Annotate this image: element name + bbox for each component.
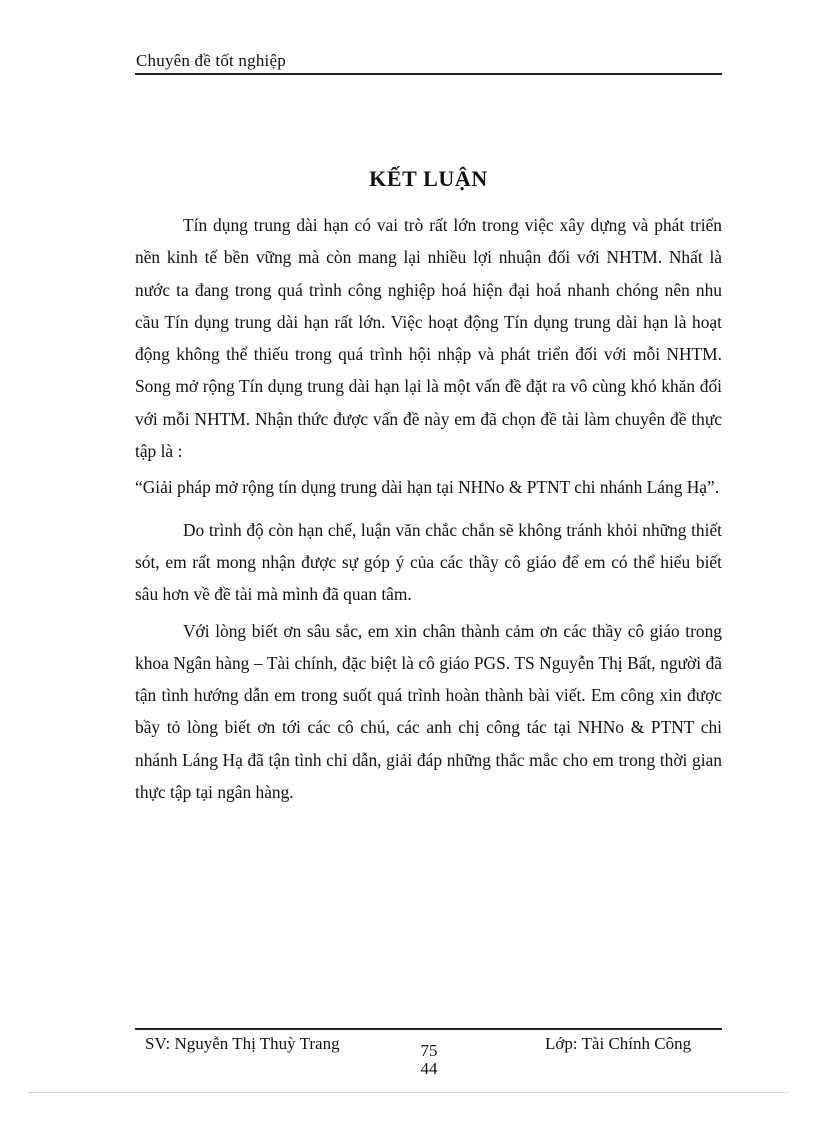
footer-class-name: Lớp: Tài Chính Công [545,1034,692,1053]
footer-divider [135,1028,722,1030]
page-header [135,49,722,75]
footer-student-name: SV: Nguyễn Thị Thuỳ Trang [145,1034,340,1053]
paragraph-intro: Tín dụng trung dài hạn có vai trò rất lớn trong việc xây dựng và phát triển nền kinh tế bền vững mà còn mang lại nhiều lợi nhuận đối với NHTM. Nhất là nước ta đang trong quá trình công nghiệp hoá hiện đại hoá nhanh chóng nên nhu cầu Tín dụng trung dài hạn rất lớn. Việc hoạt động Tín dụng trung dài hạn là hoạt động không thể thiếu trong quá trình hội nhập và phát triển đối với mỗi NHTM. Song mở rộng Tín dụng trung dài hạn lại là một vấn đề đặt ra vô cùng khó khăn đối với mỗi NHTM. Nhận thức được vấn đề này em đã chọn đề tài làm chuyên đề thực tập là : [135,215,722,462]
page-number-bottom: 44 [420,1059,438,1078]
header-title: Chuyên đề tốt nghiệp [136,51,286,70]
page-bottom-dotted-border [28,1092,788,1093]
paragraph-limitations: Do trình độ còn hạn chế, luận văn chắc chắn sẽ không tránh khỏi những thiết sót, em rất mong nhận được sự góp ý của các thầy cô giáo để em có thể hiểu biết sâu hơn về đề tài mà mình đã quan tâm. [135,519,722,605]
paragraph-topic-title: “Giải pháp mở rộng tín dụng trung dài hạn tại NHNo & PTNT chi nhánh Láng Hạ”. [135,477,720,498]
paragraph-acknowledgements: Với lòng biết ơn sâu sắc, em xin chân thành cảm ơn các thầy cô giáo trong khoa Ngân hàng – Tài chính, đặc biệt là cô giáo PGS. TS Nguyễn Thị Bất, người đã tận tình hướng dẫn em trong suốt quá trình hoàn thành bài viết. Em công xin được bầy tỏ lòng biết ơn tới các cô chú, các anh chị công tác tại NHNo & PTNT chi nhánh Láng Hạ đã tận tình chỉ dẫn, giải đáp những thắc mắc cho em trong thời gian thực tập tại ngân hàng. [135,620,722,803]
page-number [405,1042,453,1078]
page-number-top: 75 [420,1041,438,1060]
document-body [135,209,722,808]
conclusion-heading: KẾT LUẬN [369,166,488,191]
